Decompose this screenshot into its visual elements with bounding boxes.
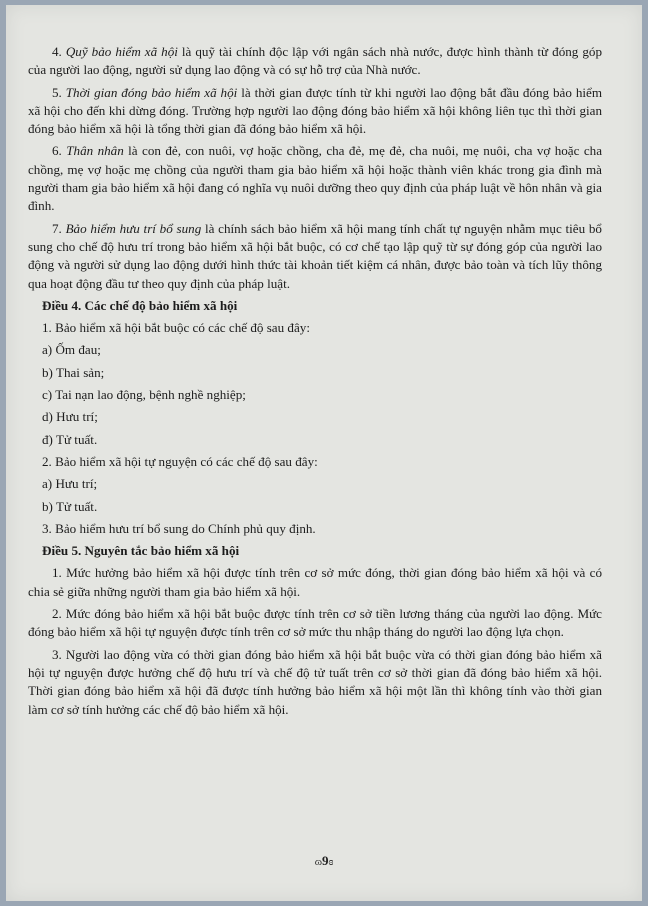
article-4-title: Điều 4. Các chế độ bảo hiểm xã hội <box>42 297 238 313</box>
defined-term: Quỹ bảo hiểm xã hội <box>65 44 178 59</box>
article-4-clause-1-item: đ) Tử tuất. <box>42 431 98 447</box>
article-4-clause-1: 1. Bảo hiểm xã hội bắt buộc có các chế độ sau đây: <box>42 320 310 336</box>
paragraph-number: 7. <box>52 220 66 236</box>
article-5-clause-3: 3. Người lao động vừa có thời gian đóng bảo hiểm xã hội bắt buộc vừa có thời gian đóng bảo hiểm xã hội tự nguyện được hưởng chế độ hưu trí và chế độ tử tuất trên cơ sở thời gian đã đóng bảo hiểm xã hội. Thời gian đóng bảo hiểm xã hội đã được tính hưởng bảo hiểm xã hội một lần thì không tính vào thời gian làm cơ sở tính hưởng các chế độ bảo hiểm xã hội. <box>28 646 602 717</box>
page-number <box>6 853 642 869</box>
paragraph-4 <box>28 43 602 80</box>
paragraph-number: 4. <box>52 44 66 59</box>
page-ornament-left: ɷ <box>314 856 322 868</box>
document-body <box>28 43 602 723</box>
defined-term: Bảo hiểm hưu trí bổ sung <box>65 220 202 236</box>
paragraph-6 <box>28 142 602 215</box>
article-4-clause-1-item: a) Ốm đau; <box>42 342 101 358</box>
paragraph-7 <box>28 220 602 293</box>
article-5-title: Điều 5. Nguyên tắc bảo hiểm xã hội <box>42 543 240 559</box>
article-4-clause-2: 2. Bảo hiểm xã hội tự nguyện có các chế độ sau đây: <box>42 453 318 469</box>
paragraph-text: là con đẻ, con nuôi, vợ hoặc chồng, cha đẻ, mẹ đẻ, cha nuôi, mẹ nuôi, cha vợ hoặc cha chồng, mẹ vợ hoặc mẹ chồng của người tham gia bảo hiểm xã hội hoặc thành viên khác trong gia đình mà người tham gia bảo hiểm xã hội đang có nghĩa vụ nuôi dưỡng theo quy định của pháp luật về hôn nhân và gia đình. <box>28 143 603 214</box>
article-4-clause-1-item: b) Thai sản; <box>42 364 105 380</box>
page-number-value: 9 <box>321 853 329 868</box>
paragraph-number: 6. <box>52 143 67 159</box>
paragraph-text: là chính sách bảo hiểm xã hội mang tính chất tự nguyện nhằm mục tiêu bổ sung cho chế độ hưu trí trong bảo hiểm xã hội bắt buộc, có cơ chế tạo lập quỹ từ sự đóng góp của người lao động và người sử dụng lao động dưới hình thức tài khoản tiết kiệm cá nhân, được bảo toàn và tích lũy thông qua hoạt động đầu tư theo quy định của pháp luật. <box>28 220 602 291</box>
article-5-clause-2: 2. Mức đóng bảo hiểm xã hội bắt buộc được tính trên cơ sở tiền lương tháng của người lao động. Mức đóng bảo hiểm xã hội tự nguyện được tính trên cơ sở mức thu nhập tháng do người lao động lựa chọn. <box>28 606 602 640</box>
article-4-clause-1-item: d) Hưu trí; <box>42 409 98 425</box>
article-4-clause-2-item: a) Hưu trí; <box>42 476 98 492</box>
defined-term: Thời gian đóng bảo hiểm xã hội <box>65 84 238 100</box>
article-4-clause-2-item: b) Tử tuất. <box>42 498 98 514</box>
article-4-clause-1-item: c) Tai nạn lao động, bệnh nghề nghiệp; <box>42 387 246 403</box>
paragraph-text: là thời gian được tính từ khi người lao động bắt đầu đóng bảo hiểm xã hội cho đến khi dừng đóng. Trường hợp người lao động đóng bảo hiểm xã hội không liên tục thì thời gian đóng bảo hiểm xã hội là tổng thời gian đã đóng bảo hiểm xã hội. <box>28 84 602 137</box>
defined-term: Thân nhân <box>66 143 124 159</box>
paragraph-5 <box>28 84 602 139</box>
page-ornament-right: ɞ <box>328 856 334 868</box>
article-5-clause-1: 1. Mức hưởng bảo hiểm xã hội được tính trên cơ sở mức đóng, thời gian đóng bảo hiểm xã hội và có chia sẻ giữa những người tham gia bảo hiểm xã hội. <box>28 565 602 599</box>
paragraph-text: là quỹ tài chính độc lập với ngân sách nhà nước, được hình thành từ đóng góp của người lao động, người sử dụng lao động và có sự hỗ trợ của Nhà nước. <box>28 44 603 78</box>
article-4-clause-3: 3. Bảo hiểm hưu trí bổ sung do Chính phủ quy định. <box>42 520 316 536</box>
paragraph-number: 5. <box>52 84 66 100</box>
document-page <box>6 5 642 901</box>
